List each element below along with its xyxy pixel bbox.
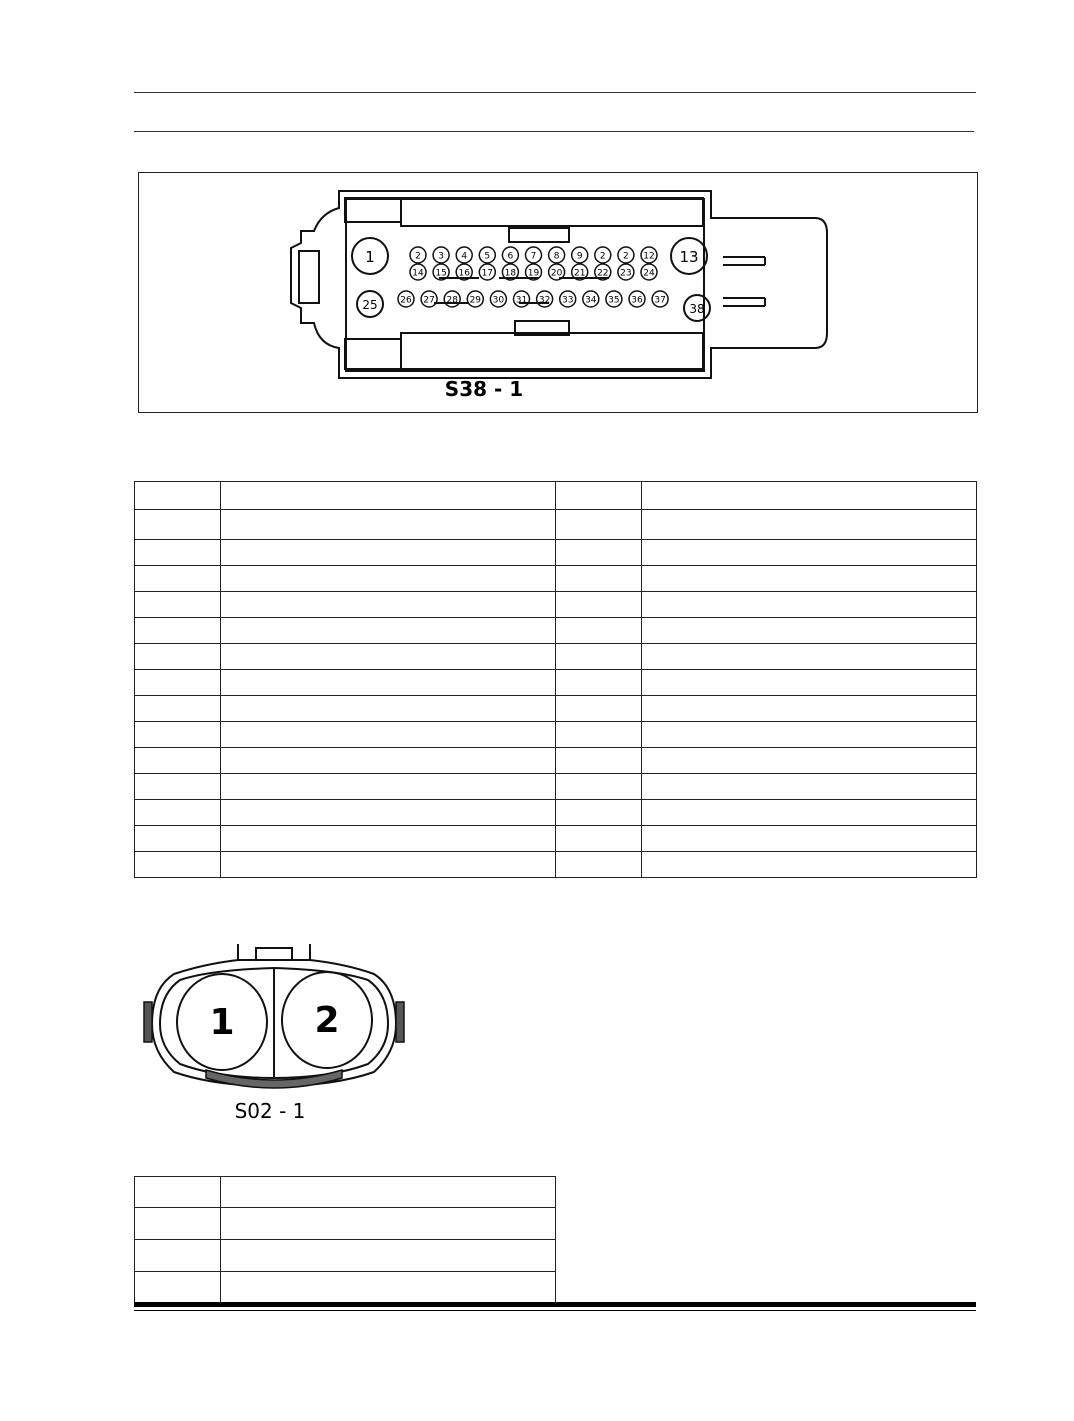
table-cell: [556, 644, 642, 670]
table-cell: [642, 670, 977, 696]
table-cell: [135, 774, 221, 800]
table-cell: [135, 670, 221, 696]
pin-label-1: 1: [365, 248, 375, 266]
table-row: [135, 722, 977, 748]
pin-label: 33: [561, 295, 574, 306]
pin-label: 14: [412, 268, 424, 279]
table-cell: [556, 670, 642, 696]
pin-label: 12: [643, 251, 655, 262]
pin-13-group: [671, 238, 707, 274]
table-cell: [556, 722, 642, 748]
footer-rule-thin: [134, 1310, 976, 1311]
table-cell: [642, 566, 977, 592]
table-cell: [221, 510, 556, 540]
table-cell: [221, 618, 556, 644]
table-cell: [221, 670, 556, 696]
table-cell: [135, 1272, 221, 1304]
table-cell: [642, 774, 977, 800]
header-rule-top: [134, 92, 976, 93]
pin-25-group: [357, 291, 383, 317]
table-row: [135, 618, 977, 644]
s02-pin-1-label: 1: [209, 1002, 235, 1043]
table-cell: [556, 748, 642, 774]
table-cell: [221, 482, 556, 510]
table-cell: [135, 1240, 221, 1272]
table-cell: [221, 1177, 556, 1208]
pin-label: 36: [631, 295, 643, 306]
table-cell: [221, 592, 556, 618]
pin-label: 23: [620, 268, 632, 279]
table-cell: [221, 540, 556, 566]
pin-label: 34: [585, 295, 597, 306]
table-row: [135, 826, 977, 852]
table-cell: [556, 826, 642, 852]
table-cell: [556, 774, 642, 800]
pinout-table-s38: [134, 481, 977, 878]
header-rule-bottom: [134, 131, 974, 132]
pinout-table-s02: [134, 1176, 556, 1304]
table-cell: [642, 540, 977, 566]
table-cell: [642, 510, 977, 540]
pin-label: 20: [550, 268, 563, 279]
pin-label: 2: [599, 251, 606, 262]
table-cell: [135, 592, 221, 618]
table-row: [135, 1240, 556, 1272]
table-cell: [221, 644, 556, 670]
pin-label: 5: [484, 251, 491, 262]
table-cell: [135, 1208, 221, 1240]
table-cell: [642, 644, 977, 670]
table-cell: [642, 748, 977, 774]
table-cell: [135, 1177, 221, 1208]
table-row: [135, 644, 977, 670]
table-cell: [642, 592, 977, 618]
pin-label: 7: [530, 251, 537, 262]
pin-label: 4: [461, 251, 468, 262]
table-cell: [221, 826, 556, 852]
table-cell: [556, 510, 642, 540]
table-row: [135, 748, 977, 774]
table-cell: [135, 696, 221, 722]
pin-label: 28: [446, 295, 458, 306]
table-cell: [221, 748, 556, 774]
pin-label: 32: [538, 295, 551, 306]
table-cell: [135, 748, 221, 774]
table-row: [135, 852, 977, 878]
table-cell: [135, 618, 221, 644]
table-cell: [556, 852, 642, 878]
table-row: [135, 1208, 556, 1240]
table-cell: [556, 696, 642, 722]
pin-label: 31: [515, 295, 528, 306]
table-cell: [642, 722, 977, 748]
connector-s38-label: S38 - 1: [444, 377, 524, 401]
table-cell: [135, 644, 221, 670]
table-cell: [135, 482, 221, 510]
table-cell: [221, 1240, 556, 1272]
table-row: [135, 800, 977, 826]
table-row: [135, 1177, 556, 1208]
table-row: [135, 696, 977, 722]
table-row: [135, 1272, 556, 1304]
table-cell: [642, 696, 977, 722]
pin-label: 27: [423, 295, 435, 306]
pin-label: 24: [643, 268, 655, 279]
table-cell: [556, 618, 642, 644]
table-cell: [135, 566, 221, 592]
table-cell: [556, 482, 642, 510]
table-cell: [221, 852, 556, 878]
small-pin-grid: [398, 247, 668, 307]
pin-label: 37: [654, 295, 666, 306]
connector-s02-label: S02 - 1: [234, 1099, 306, 1123]
pin-label: 30: [492, 295, 505, 306]
pin-label: 26: [400, 295, 412, 306]
pin-label: 15: [435, 268, 447, 279]
pin-label: 35: [608, 295, 620, 306]
table-cell: [221, 722, 556, 748]
connector-s38-drawing: [139, 173, 977, 412]
connector-s38-figure: [138, 172, 978, 413]
table-cell: [642, 826, 977, 852]
table-cell: [221, 566, 556, 592]
table-cell: [221, 774, 556, 800]
pin-label: 2: [415, 251, 421, 262]
pin-label: 19: [527, 268, 540, 279]
pin-label: 29: [469, 295, 482, 306]
table-cell: [135, 826, 221, 852]
pin-label: 9: [576, 251, 583, 262]
table-row: [135, 540, 977, 566]
pin-label: 18: [504, 268, 517, 279]
table-row: [135, 670, 977, 696]
table-row: [135, 482, 977, 510]
table-row: [135, 774, 977, 800]
table-row: [135, 510, 977, 540]
table-row: [135, 592, 977, 618]
footer-rule-thick: [134, 1302, 976, 1307]
pin-label: 21: [573, 268, 586, 279]
pin-label: 6: [507, 251, 514, 262]
pin-label: 3: [438, 251, 444, 262]
table-cell: [135, 510, 221, 540]
pin-label: 16: [458, 268, 470, 279]
table-cell: [642, 482, 977, 510]
table-cell: [556, 566, 642, 592]
table-cell: [221, 1208, 556, 1240]
table-cell: [642, 852, 977, 878]
table-cell: [556, 800, 642, 826]
table-cell: [135, 722, 221, 748]
pin-38-group: [684, 295, 710, 321]
connector-s02-drawing: [134, 940, 424, 1130]
pin-label: 2: [623, 251, 629, 262]
table-cell: [135, 800, 221, 826]
table-cell: [556, 540, 642, 566]
pin-label-38: 38: [689, 302, 705, 316]
table-cell: [221, 1272, 556, 1304]
table-cell: [135, 852, 221, 878]
table-cell: [556, 592, 642, 618]
pin-label-25: 25: [362, 298, 378, 312]
table-cell: [221, 696, 556, 722]
pin-label: 8: [553, 251, 560, 262]
table-cell: [642, 618, 977, 644]
table-cell: [135, 540, 221, 566]
pin-label-13: 13: [679, 248, 699, 266]
table-cell: [642, 800, 977, 826]
pin-1-group: [352, 238, 388, 274]
pin-label: 17: [481, 268, 494, 279]
table-cell: [221, 800, 556, 826]
pin-label: 22: [597, 268, 609, 279]
table-row: [135, 566, 977, 592]
s02-pin-2-label: 2: [314, 1000, 340, 1041]
